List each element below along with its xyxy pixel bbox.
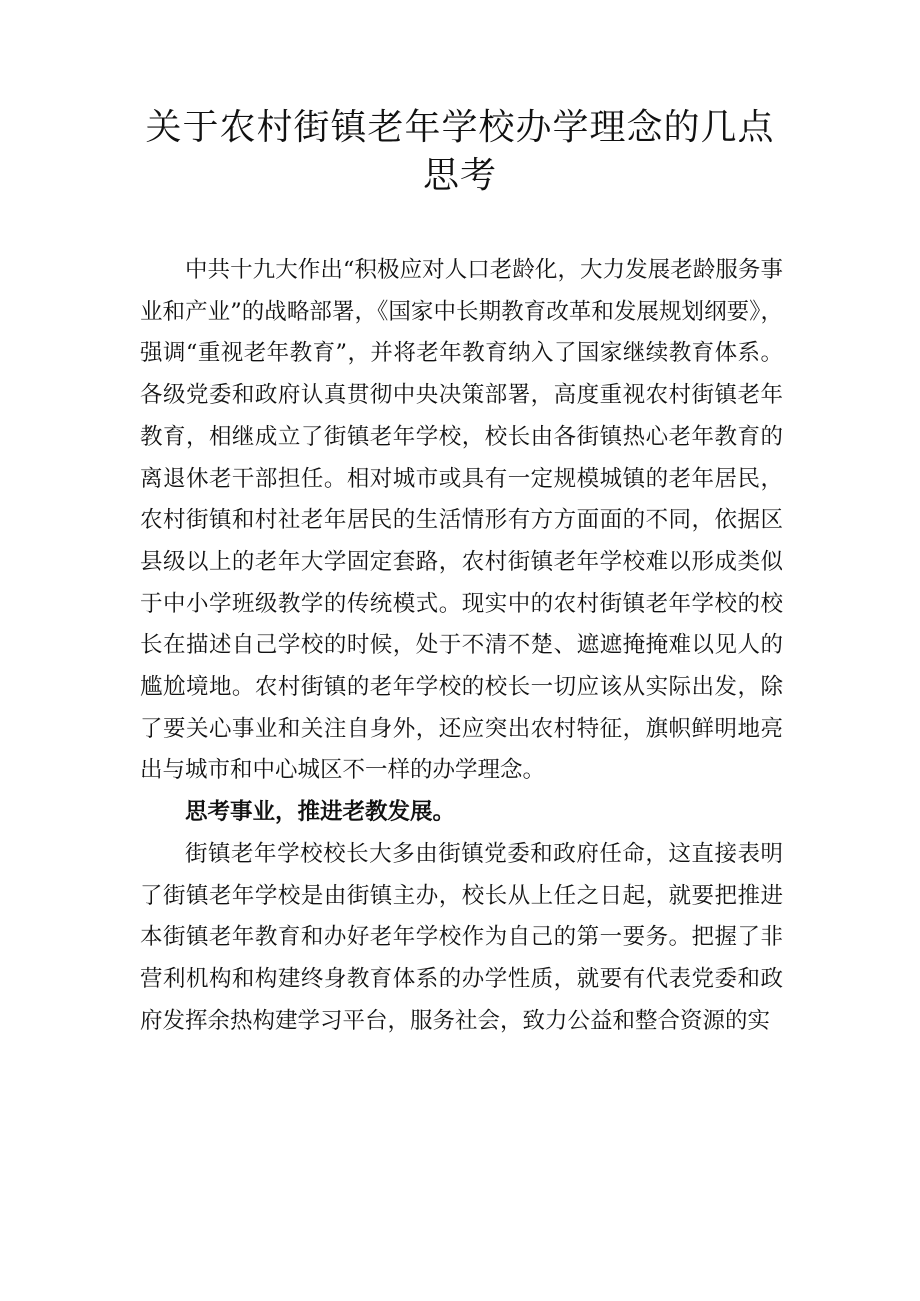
section-heading: 思考事业，推进老教发展。 <box>185 799 456 826</box>
document-title: 关于农村街镇老年学校办学理念的几点思考 <box>145 107 775 196</box>
paragraph-section-body: 街镇老年学校校长大多由街镇党委和政府任命，这直接表明了街镇老年学校是由街镇主办，校长从上任之日起，就要把推进本街镇老年教育和办好老年学校作为自己的第一要务。把握了非营利机构和构建终身教育体系的办学性质，就要有代表党委和政府发挥余热构建学习平台，服务社会，致力公益和整合资源的实 <box>140 840 783 1034</box>
paragraph-intro: 中共十九大作出“积极应对人口老龄化，大力发展老龄服务事业和产业”的战略部署，《国家中长期教育改革和发展规划纲要》，强调“重视老年教育”，并将老年教育纳入了国家继续教育体系。各级党委和政府认真贯彻中央决策部署，高度重视农村街镇老年教育，相继成立了街镇老年学校，校长由各街镇热心老年教育的离退休老干部担任。相对城市或具有一定规模城镇的老年居民，农村街镇和村社老年居民的生活情形有方方面面的不同，依据区县级以上的老年大学固定套路，农村街镇老年学校难以形成类似于中小学班级教学的传统模式。现实中的农村街镇老年学校的校长在描述自己学校的时候，处于不清不楚、遮遮掩掩难以见人的尴尬境地。农村街镇的老年学校的校长一切应该从实际出发，除了要关心事业和关注自身外，还应突出农村特征，旗帜鲜明地亮出与城市和中心城区不一样的办学理念。 <box>140 257 783 784</box>
document-body <box>140 250 783 1042</box>
